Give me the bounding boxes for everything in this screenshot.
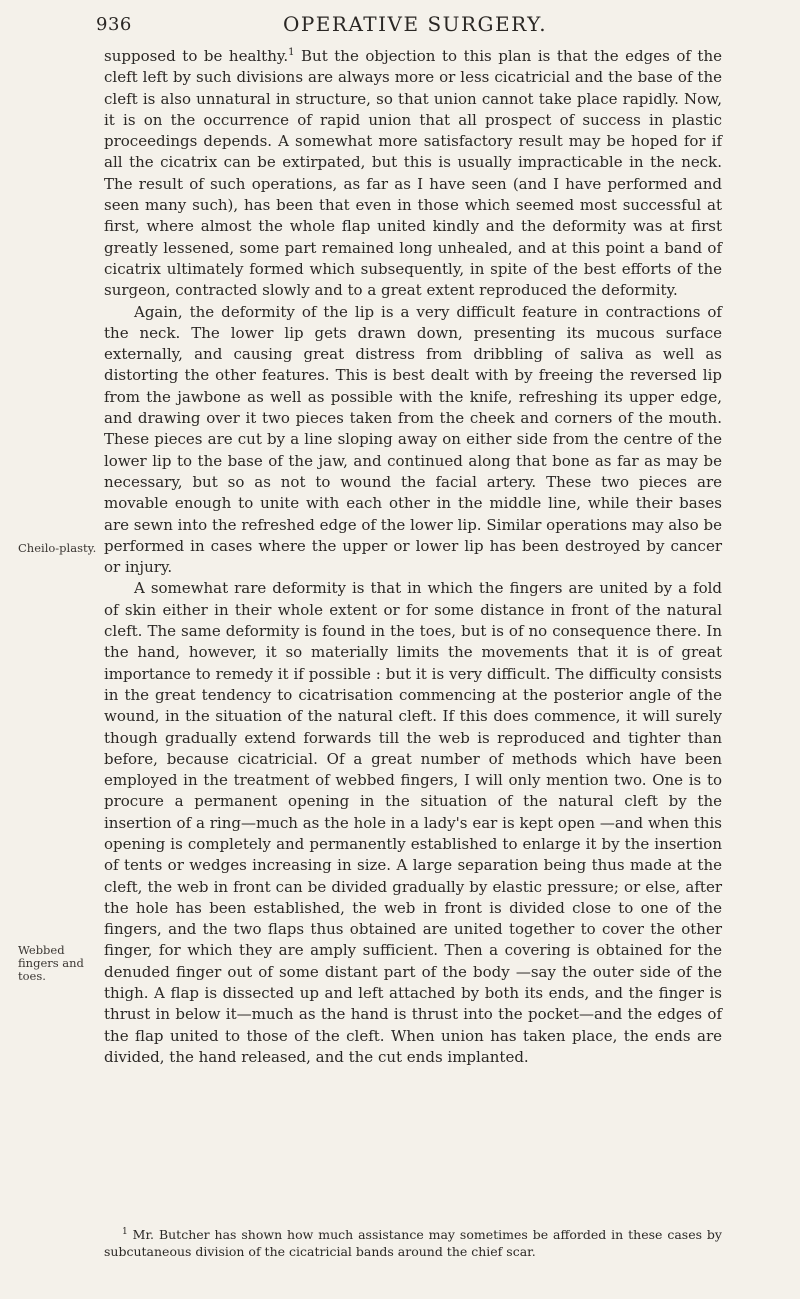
body-text: [104, 46, 722, 1068]
paragraph-1-text: supposed to be healthy.: [104, 47, 289, 65]
footnote: [104, 1224, 722, 1260]
footnote-marker: 1: [122, 1227, 128, 1237]
page-number: 936: [96, 14, 132, 35]
running-title: OPERATIVE SURGERY.: [282, 12, 548, 36]
footnote-reference: 1: [288, 47, 295, 58]
paragraph-webbed-fingers: A somewhat rare deformity is that in which the fingers are united by a fold of skin either in their whole extent or for some distance in front of the natural cleft. The same deformity is found in the toes, but is of no consequence there. In the hand, however, it so materially limits the movements that it is of great importance to remedy it if possible : but it is very difficult. The difficulty consists in the great tendency to cicatrisation commencing at the posterior angle of the wound, in the situation of the natural cleft. If this does commence, it will surely though gradually extend forwards till the web is reproduced and tighter than before, because cicatricial. Of a great number of methods which have been employed in the treatment of webbed fingers, I will only mention two. One is to procure a permanent opening in the situation of the natural cleft by the insertion of a ring—much as the hole in a lady's ear is kept open —and when this opening is completely and permanently established to enlarge it by the insertion of tents or wedges increasing in size. A large separation being thus made at the cleft, the web in front can be divided gradually by elastic pressure; or else, after the hole has been established, the web in front is divided close to one of the fingers, and the two flaps thus obtained are united together to cover the other finger, for which they are amply sufficient. Then a covering is obtained for the denuded finger out of some distant part of the body —say the outer side of the thigh. A flap is dissected up and left attached by both its ends, and the finger is thrust in below it—much as the hand is thrust into the pocket—and the edges of the flap united to those of the cleft. When union has taken place, the ends are divided, the hand released, and the cut ends implanted.: [104, 579, 722, 1066]
paragraph-continuation: [104, 46, 722, 302]
side-note-webbed-fingers: Webbed fingers and toes.: [18, 943, 84, 983]
page-header: [0, 10, 800, 42]
paragraph-cheiloplasty: Again, the deformity of the lip is a very difficult feature in contractions of the neck. The lower lip gets drawn down, presenting its mucous surface externally, and causing great distress from dribbling of saliva as well as distorting the other features. This is best dealt with by freeing the reversed lip from the jawbone as well as possible with the knife, refreshing its upper edge, and drawing over it two pieces taken from the cheek and corners of the mouth. These pieces are cut by a line sloping away on either side from the centre of the lower lip to the base of the jaw, and continued along that bone as far as may be necessary, but so as not to wound the facial artery. These two pieces are movable enough to unite with each other in the middle line, while their bases are sewn into the refreshed edge of the lower lip. Similar operations may also be performed in cases where the upper or lower lip has been destroyed by cancer or injury.: [104, 302, 722, 577]
side-note-cheiloplasty: Cheilo-plasty.: [18, 541, 97, 555]
footnote-text: Mr. Butcher has shown how much assistance may sometimes be afforded in these cases by subcutaneous division of the cicatricial bands around the chief scar.: [104, 1227, 722, 1260]
paragraph-1-text-cont: But the objection to this plan is that the edges of the cleft left by such divisions are always more or less cicatricial and the base of the cleft is also unnatural in structure, so that union cannot take place rapidly. Now, it is on the occurrence of rapid union that all prospect of success in plastic proceedings depends. A somewhat more satisfactory result may be hoped for if all the cicatrix can be extirpated, but this is usually impracticable in the neck. The result of such operations, as far as I have seen (and I have performed and seen many such), has been that even in those which seemed most successful at first, where almost the whole flap united kindly and the deformity was at first greatly lessened, some part remained long unhealed, and at this point a band of cicatrix ultimately formed which subsequently, in spite of the best efforts of the surgeon, contracted slowly and to a great extent reproduced the deformity.: [104, 47, 723, 300]
